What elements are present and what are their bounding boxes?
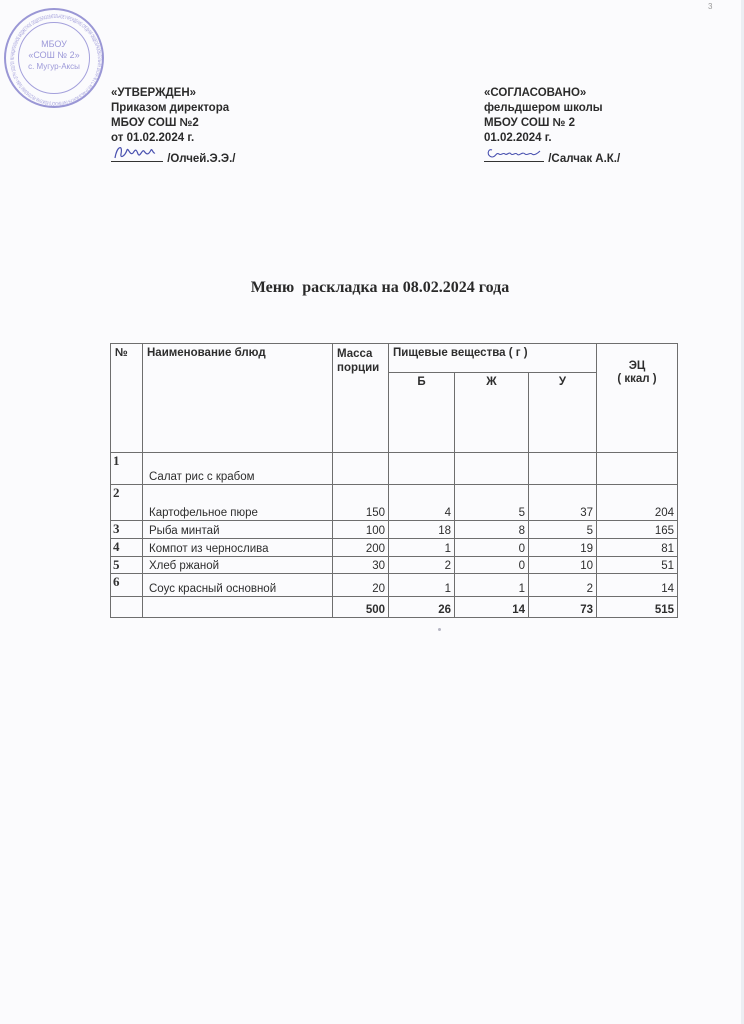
cell-carbs	[529, 453, 597, 485]
agreed-date: 01.02.2024 г.	[484, 132, 552, 144]
header-energy	[597, 344, 678, 453]
table-total-row	[111, 597, 678, 618]
page-number-mark: 3	[708, 2, 713, 11]
total-carbs: 73	[529, 597, 597, 618]
cell-mass: 150	[333, 485, 389, 521]
dish-name: Картофельное пюре	[143, 485, 333, 521]
row-number: 5	[111, 557, 143, 574]
agreed-position: фельдшером школы	[484, 102, 603, 114]
cell-protein: 18	[389, 521, 455, 539]
approved-title: «УТВЕРЖДЕН»	[111, 87, 197, 99]
table-row	[111, 521, 678, 539]
medic-signature	[484, 146, 544, 162]
table-row	[111, 485, 678, 521]
cell-protein: 1	[389, 539, 455, 557]
cell-fat: 5	[455, 485, 529, 521]
stamp-center-line3: с. Мугур-Аксы	[28, 62, 80, 71]
row-number: 1	[111, 453, 143, 485]
director-signature	[111, 146, 163, 162]
approved-block	[111, 86, 236, 167]
approved-signatory: /Олчей.Э.Э./	[167, 153, 236, 165]
cell-carbs: 19	[529, 539, 597, 557]
total-mass: 500	[333, 597, 389, 618]
cell-fat: 0	[455, 539, 529, 557]
approved-date: от 01.02.2024 г.	[111, 132, 195, 144]
agreed-block	[484, 86, 620, 167]
total-no	[111, 597, 143, 618]
cell-mass	[333, 453, 389, 485]
cell-mass: 30	[333, 557, 389, 574]
dish-name: Салат рис с крабом	[143, 453, 333, 485]
dish-name: Компот из чернослива	[143, 539, 333, 557]
row-number: 3	[111, 521, 143, 539]
cell-fat	[455, 453, 529, 485]
table-header-row	[111, 344, 678, 373]
cell-carbs: 37	[529, 485, 597, 521]
document-title: Меню раскладка на 08.02.2024 года	[250, 279, 510, 296]
school-seal-stamp	[4, 8, 104, 108]
table-row	[111, 557, 678, 574]
header-fat: Ж	[455, 373, 529, 453]
row-number: 4	[111, 539, 143, 557]
cell-energy: 204	[597, 485, 678, 521]
dish-name: Соус красный основной	[143, 574, 333, 597]
header-mass	[333, 344, 389, 453]
table-row	[111, 539, 678, 557]
total-energy: 515	[597, 597, 678, 618]
stamp-center-text	[18, 39, 90, 72]
header-mass-line1: Масса	[337, 348, 373, 360]
agreed-signatory: /Салчак А.К./	[548, 153, 621, 165]
menu-table	[110, 343, 678, 618]
header-nutrients: Пищевые вещества ( г )	[389, 344, 597, 373]
cell-fat: 8	[455, 521, 529, 539]
cell-mass: 200	[333, 539, 389, 557]
agreed-title: «СОГЛАСОВАНО»	[484, 87, 587, 99]
header-protein: Б	[389, 373, 455, 453]
cell-carbs: 2	[529, 574, 597, 597]
header-energy-line1: ЭЦ	[628, 360, 646, 372]
stamp-center-line2: «СОШ № 2»	[28, 50, 80, 60]
cell-protein: 2	[389, 557, 455, 574]
total-name	[143, 597, 333, 618]
table-row	[111, 453, 678, 485]
agreed-school: МБОУ СОШ № 2	[484, 117, 575, 129]
approved-order: Приказом директора	[111, 102, 230, 114]
cell-carbs: 10	[529, 557, 597, 574]
dish-name: Рыба минтай	[143, 521, 333, 539]
stamp-center-line1: МБОУ	[41, 39, 67, 49]
total-protein: 26	[389, 597, 455, 618]
cell-protein	[389, 453, 455, 485]
cell-mass: 20	[333, 574, 389, 597]
cell-energy: 165	[597, 521, 678, 539]
approved-school: МБОУ СОШ №2	[111, 117, 199, 129]
cell-fat: 1	[455, 574, 529, 597]
row-number: 6	[111, 574, 143, 597]
dish-name: Хлеб ржаной	[143, 557, 333, 574]
table-row	[111, 574, 678, 597]
table-body	[111, 453, 678, 618]
header-carbs: У	[529, 373, 597, 453]
cell-energy: 14	[597, 574, 678, 597]
header-mass-line2: порции	[337, 362, 380, 374]
cell-mass: 100	[333, 521, 389, 539]
cell-energy: 51	[597, 557, 678, 574]
approved-signature-line	[111, 146, 236, 167]
cell-fat: 0	[455, 557, 529, 574]
header-no: №	[111, 344, 143, 453]
agreed-signature-line	[484, 146, 620, 167]
cell-carbs: 5	[529, 521, 597, 539]
scan-speck	[438, 628, 441, 631]
stamp-ring-text: МУНИЦИПАЛЬНОЕ БЮДЖЕТНОЕ ОБЩЕОБРАЗОВАТЕЛЬНОЕ УЧРЕЖДЕНИЕ СРЕДНЯЯ ОБЩЕОБРАЗОВАТЕЛЬНАЯ ШКОЛА № 2 С. МУГУР-АКСЫ МОНГУН-ТАЙГИНСКОГО КОЖУУНА РЕСПУБЛИКИ ТЫВА • ОГРН 1031700	[9, 13, 103, 107]
cell-protein: 1	[389, 574, 455, 597]
cell-protein: 4	[389, 485, 455, 521]
total-fat: 14	[455, 597, 529, 618]
row-number: 2	[111, 485, 143, 521]
cell-energy	[597, 453, 678, 485]
cell-energy: 81	[597, 539, 678, 557]
header-energy-line2: ( ккал )	[617, 373, 657, 385]
header-name: Наименование блюд	[143, 344, 333, 453]
